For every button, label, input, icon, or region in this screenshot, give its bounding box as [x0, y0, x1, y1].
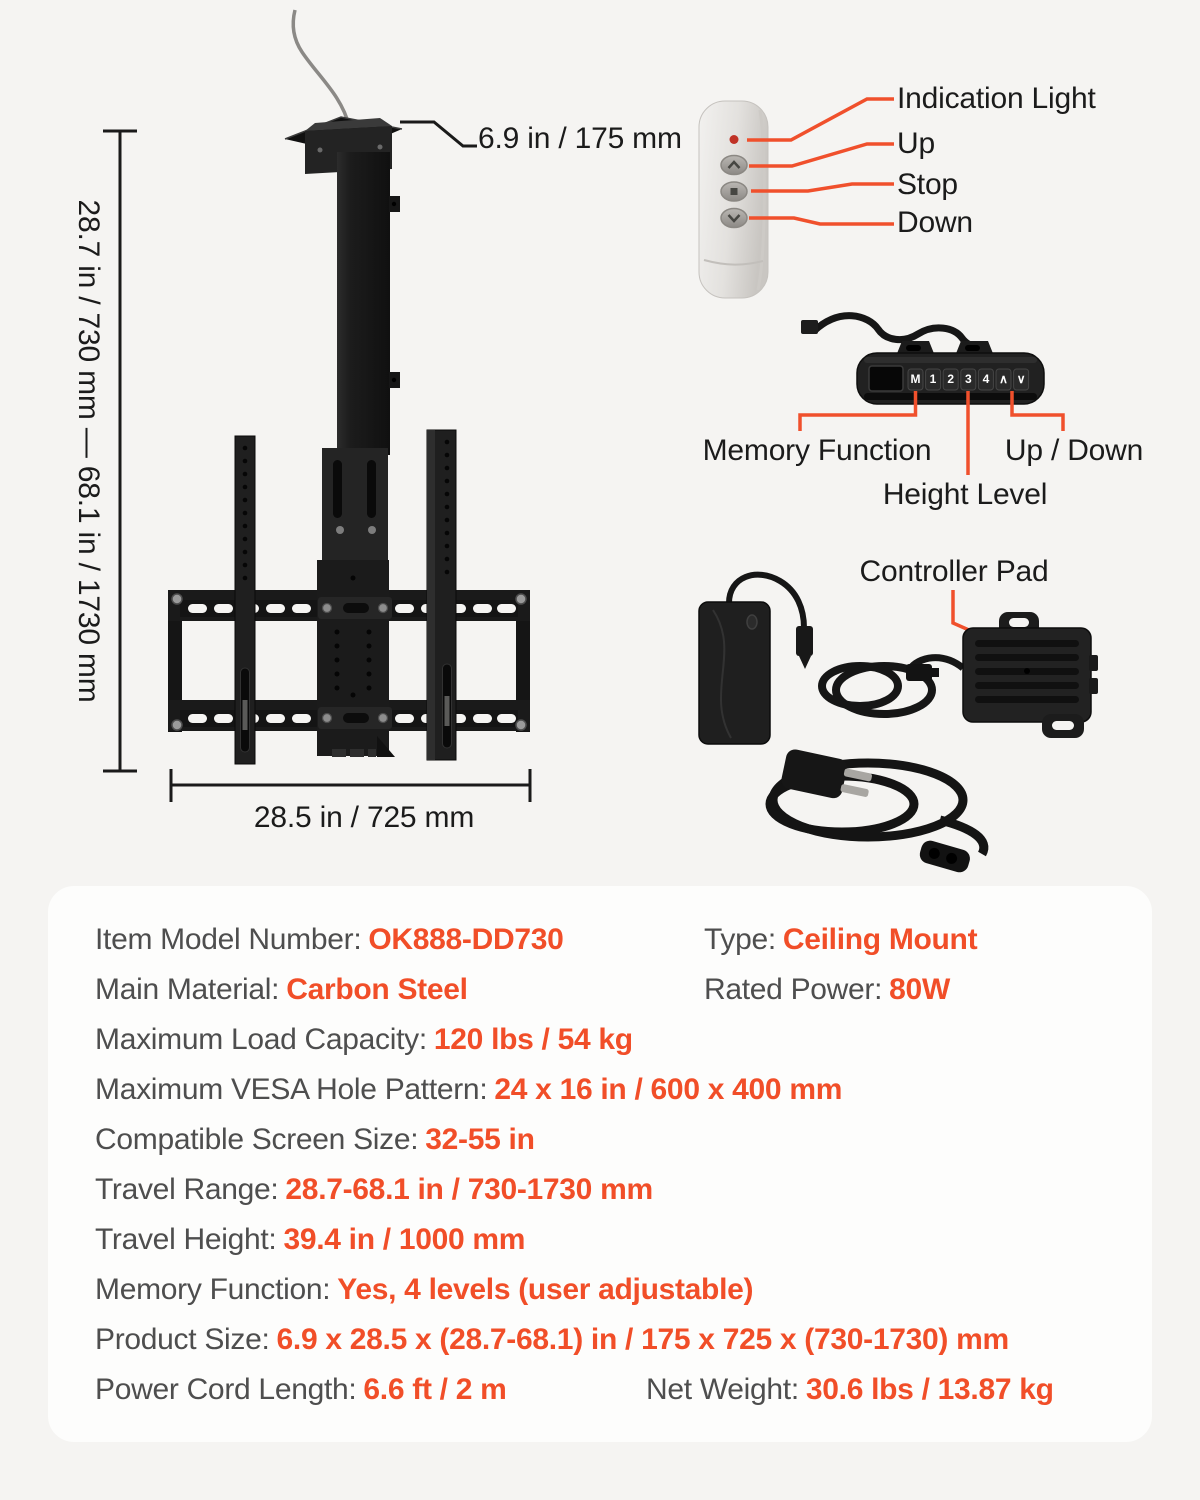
spec-row-load-capacity — [95, 1015, 1112, 1065]
height-level-label: Height Level — [882, 478, 1048, 511]
spec-value: 6.9 x 28.5 x (28.7-68.1) in / 175 x 725 x (730-1730) mm — [276, 1323, 1009, 1356]
keypad-key-3: 3 — [964, 372, 972, 386]
keypad-illustration — [801, 316, 1044, 404]
box-cable-connector — [906, 664, 932, 681]
up-down-label: Up / Down — [1004, 434, 1144, 467]
remote-indication-light — [730, 135, 739, 144]
spec-value: 39.4 in / 1000 mm — [283, 1223, 526, 1256]
controller-box-illustration — [822, 590, 1098, 738]
power-adapter-illustration — [699, 575, 813, 744]
spec-row-model — [95, 915, 1112, 965]
spec-value: Ceiling Mount — [782, 923, 978, 956]
indication-light-label: Indication Light — [897, 82, 1096, 115]
ceiling-mount-illustration — [168, 10, 530, 764]
keypad-display — [869, 366, 903, 391]
top-width-dimension-label: 6.9 in / 175 mm — [478, 122, 682, 155]
keypad-cable-plug — [801, 320, 818, 334]
spec-label: Compatible Screen Size: — [95, 1123, 419, 1156]
cord-connector — [918, 839, 972, 875]
spec-label: Maximum Load Capacity: — [95, 1023, 427, 1056]
keypad-key-4: 4 — [982, 372, 990, 386]
spec-row-travel-range — [95, 1165, 1112, 1215]
remote-up-button — [721, 156, 747, 175]
spec-label: Type: — [704, 923, 776, 956]
spec-value: 30.6 lbs / 13.87 kg — [805, 1373, 1054, 1406]
spec-label: Main Material: — [95, 973, 280, 1006]
spec-value: Yes, 4 levels (user adjustable) — [337, 1273, 754, 1306]
spec-row-memory — [95, 1265, 1112, 1315]
spec-label: Rated Power: — [704, 973, 883, 1006]
spec-value: 120 lbs / 54 kg — [433, 1023, 633, 1056]
spec-value: 80W — [889, 973, 950, 1006]
spec-row-product-size — [95, 1315, 1112, 1365]
spec-label: Travel Range: — [95, 1173, 279, 1206]
spec-value: Carbon Steel — [286, 973, 468, 1006]
keypad-key-down: ∨ — [1016, 372, 1026, 386]
spec-label: Travel Height: — [95, 1223, 277, 1256]
spec-row-travel-height — [95, 1215, 1112, 1265]
keypad-key-1: 1 — [929, 372, 937, 386]
spec-label: Memory Function: — [95, 1273, 331, 1306]
spec-pair-rated-power — [704, 965, 950, 1015]
bottom-width-dimension-label: 28.5 in / 725 mm — [253, 801, 475, 834]
keypad-key-memory: M — [910, 372, 921, 386]
remote-illustration — [699, 101, 768, 298]
spec-row-screen-size — [95, 1115, 1112, 1165]
spec-row-power-cord — [95, 1365, 1112, 1415]
spec-value: 32-55 in — [425, 1123, 535, 1156]
adapter-body — [699, 602, 770, 744]
stop-label: Stop — [897, 168, 958, 201]
spec-label: Net Weight: — [646, 1373, 799, 1406]
up-label: Up — [897, 127, 935, 160]
spec-pair-net-weight — [646, 1365, 1054, 1415]
remote-leader-lines — [747, 99, 894, 224]
mount-pole — [337, 152, 390, 455]
keypad-key-2: 2 — [947, 372, 955, 386]
spec-pair-type — [704, 915, 977, 965]
spec-label: Item Model Number: — [95, 923, 362, 956]
spec-label: Maximum VESA Hole Pattern: — [95, 1073, 488, 1106]
controller-pad-label: Controller Pad — [859, 555, 1049, 588]
keypad-key-up: ∧ — [999, 372, 1008, 386]
spec-value: OK888-DD730 — [368, 923, 564, 956]
down-label: Down — [897, 206, 973, 239]
power-cord-illustration — [770, 748, 984, 875]
power-plug — [780, 748, 874, 805]
spec-label: Power Cord Length: — [95, 1373, 357, 1406]
spec-label: Product Size: — [95, 1323, 270, 1356]
spec-value: 6.6 ft / 2 m — [363, 1373, 507, 1406]
memory-function-label: Memory Function — [702, 434, 932, 467]
spec-value: 28.7-68.1 in / 730-1730 mm — [285, 1173, 653, 1206]
remote-down-button — [721, 209, 747, 228]
spec-row-material — [95, 965, 1112, 1015]
spec-row-vesa — [95, 1065, 1112, 1115]
vertical-range-dimension-label: 28.7 in / 730 mm — 68.1 in / 1730 mm — [72, 199, 105, 703]
spec-card — [48, 886, 1152, 1442]
mount-wire — [293, 10, 349, 126]
adapter-plug — [796, 626, 813, 656]
spec-value: 24 x 16 in / 600 x 400 mm — [494, 1073, 843, 1106]
